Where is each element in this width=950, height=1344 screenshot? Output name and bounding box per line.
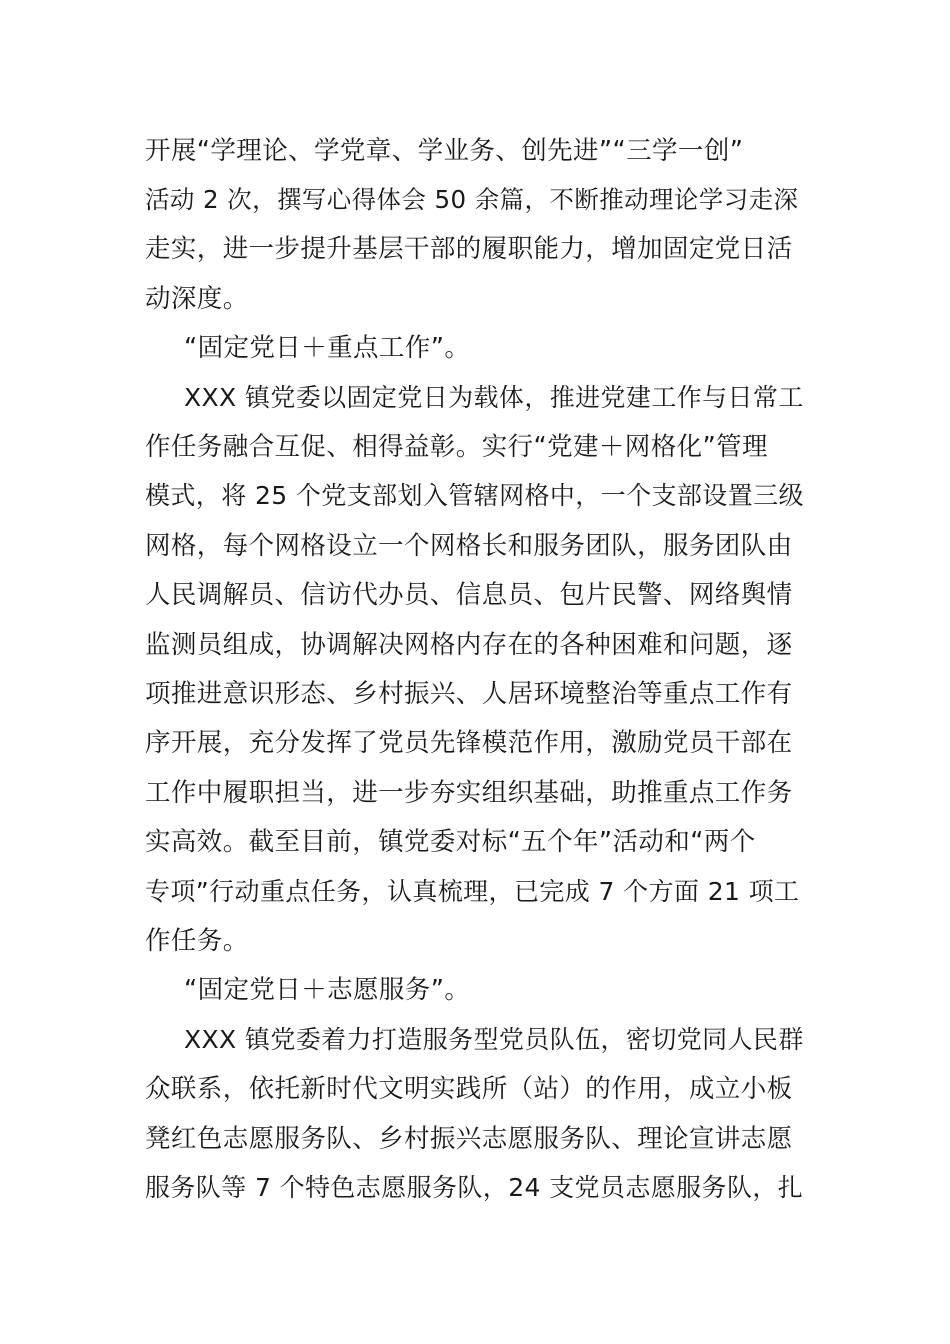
text-line: XXX 镇党委以固定党日为载体，推进党建工作与日常工 bbox=[184, 383, 804, 412]
text-line: 专项”行动重点任务，认真梳理，已完成 7 个方面 21 项工 bbox=[145, 877, 800, 906]
text-line: 模式，将 25 个党支部划入管辖网格中，一个支部设置三级 bbox=[145, 481, 804, 510]
text-line: 活动 2 次，撰写心得体会 50 余篇，不断推动理论学习走深 bbox=[145, 185, 799, 214]
text-line: 作任务融合互促、相得益彰。实行“党建＋网格化”管理 bbox=[145, 432, 768, 462]
text-line: 作任务。 bbox=[145, 926, 249, 956]
text-line: 凳红色志愿服务队、乡村振兴志愿服务队、理论宣讲志愿 bbox=[145, 1124, 793, 1154]
text-line: 网格，每个网格设立一个网格长和服务团队，服务团队由 bbox=[145, 531, 793, 561]
section-heading: “固定党日＋重点工作”。 bbox=[184, 333, 471, 363]
text-line: 动深度。 bbox=[145, 284, 249, 314]
text-line: 实高效。截至目前，镇党委对标“五个年”活动和“两个 bbox=[145, 827, 756, 857]
text-line: 开展“学理论、学党章、学业务、创先进”“三学一创” bbox=[145, 136, 744, 166]
text-line: 走实，进一步提升基层干部的履职能力，增加固定党日活 bbox=[145, 234, 793, 264]
text-line: 序开展，充分发挥了党员先锋模范作用，激励党员干部在 bbox=[145, 728, 793, 758]
text-line: 工作中履职担当，进一步夯实组织基础，助推重点工作务 bbox=[145, 778, 793, 808]
text-line: 监测员组成，协调解决网格内存在的各种困难和问题，逐 bbox=[145, 630, 793, 660]
text-line: XXX 镇党委着力打造服务型党员队伍，密切党同人民群 bbox=[184, 1025, 804, 1054]
text-line: 众联系，依托新时代文明实践所（站）的作用，成立小板 bbox=[145, 1074, 793, 1104]
text-line: 人民调解员、信访代办员、信息员、包片民警、网络舆情 bbox=[145, 580, 793, 610]
section-heading: “固定党日＋志愿服务”。 bbox=[184, 975, 471, 1005]
text-line: 服务队等 7 个特色志愿服务队，24 支党员志愿服务队，扎 bbox=[145, 1173, 804, 1202]
text-line: 项推进意识形态、乡村振兴、人居环境整治等重点工作有 bbox=[145, 679, 793, 709]
